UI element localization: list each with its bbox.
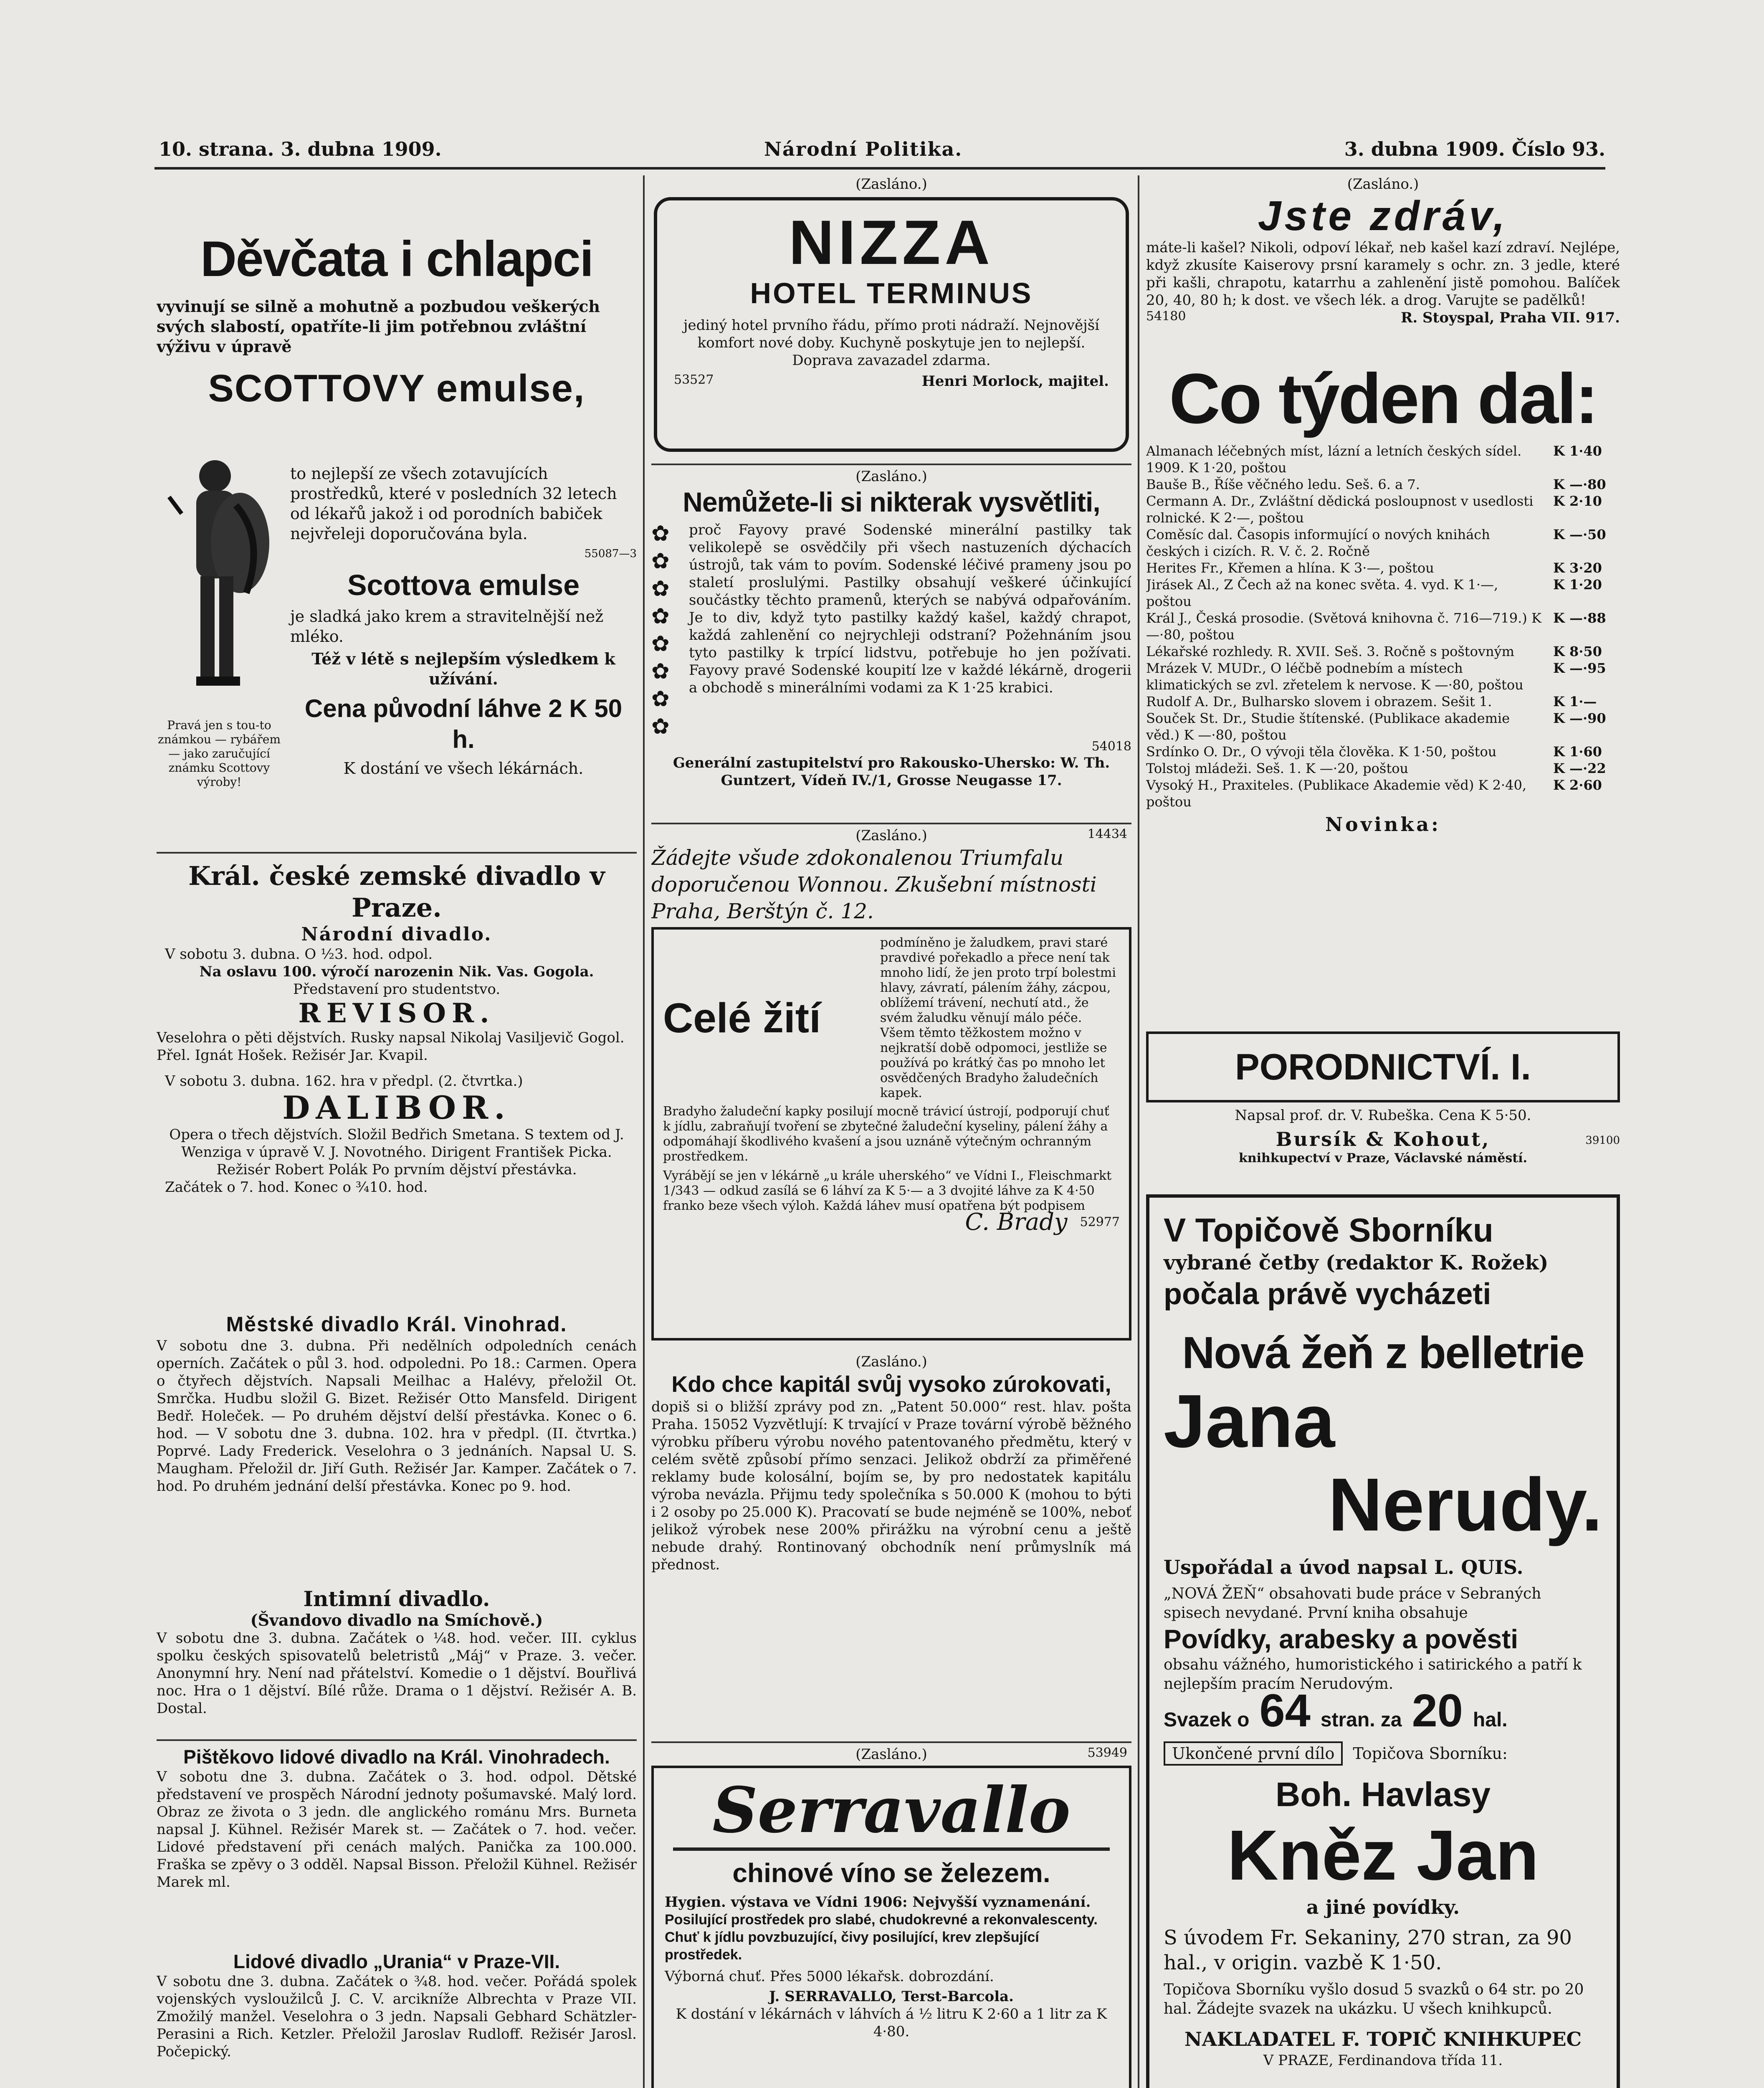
ad-text: vyvinují se silně a mohutně a pozbudou veškerých svých slabostí, opatříte-li jim potřebnou zvláštní výživu v úpravě bbox=[157, 297, 600, 356]
play-title: DALIBOR. bbox=[282, 1089, 511, 1126]
book-entry-price: K 1·— bbox=[1553, 694, 1597, 710]
ad-code: 53949 bbox=[1087, 1746, 1127, 1760]
book-entry-price: K —·50 bbox=[1553, 527, 1606, 542]
book-title: PORODNICTVÍ. I. bbox=[1235, 1046, 1531, 1087]
ad-text: proč Fayovy pravé Sodenské minerální pastilky tak velikolepě se osvědčily při všech nastuzeních dýchacích ústrojů, tak vám to povím. Sodenské léčivé prameny jsou po staletí proslulými. Pastilky obsahují veškeré účinkující součástky těchto pramenů, kterých se nabývá odpařováním. Je to div, když tyto pastilky každý kašel, každý chrapot, každá zahlenění co nejrychleji odstraní? Požehnáním jsou tyto pastilky k trpící lidstvu, potřebuje ho jen požívati. Fayovy pravé Sodenské koupití lze v každé lékárně, drogerii a obchodě s minerálními vodami za K 1·25 krabici. bbox=[689, 522, 1131, 696]
ad-text: Výborná chuť. Přes 5000 lékařsk. dobrozdání. bbox=[665, 1968, 994, 1985]
book-entry-price: K —·95 bbox=[1553, 660, 1606, 676]
ad-caption: Pravá jen s tou-to známkou — rybářem — jako zaručující známku Scottovy výroby! bbox=[157, 718, 281, 789]
ad-text: knihkupectví v Praze, Václavské náměstí. bbox=[1239, 1151, 1527, 1166]
separator bbox=[651, 823, 1131, 824]
ad-seller: Bursík & Kohout, bbox=[1276, 1128, 1491, 1150]
price-label: stran. za bbox=[1320, 1709, 1402, 1731]
ad-code: 39100 bbox=[1585, 1134, 1620, 1147]
book-list-item bbox=[1146, 693, 1620, 710]
book-entry-text: Bauše B., Říše věčného ledu. Seš. 6. a 7. bbox=[1146, 476, 1420, 492]
ad-text: K dostání v lékárnách v láhvích á ½ litru K 2·60 a 1 litr za K 4·80. bbox=[676, 2006, 1107, 2040]
book-entry-price: K —·80 bbox=[1553, 476, 1606, 492]
theatre-urania bbox=[157, 1950, 637, 2088]
ad-text: máte-li kašel? Nikoli, odpoví lékař, neb kašel kazí zdraví. Nejlépe, když zkusíte Kaiserovy prsní karamely s ochr. zn. 3 jedle, které při kašli, chrapotu, katarrhu a zahlenění jistě pomohou. Balíček 20, 40, 80 h; k dost. ve všech lék. a drog. Varujte se padělků! bbox=[1146, 239, 1620, 309]
book-list-item bbox=[1146, 476, 1620, 493]
ad-script-text: Žádejte všude zdokonalenou Triumfalu doporučenou Wonnou. Zkušební místnosti Praha, Berštýn č. 12. bbox=[651, 846, 1097, 923]
topic-line: Povídky, arabesky a pověsti bbox=[1164, 1624, 1519, 1654]
book-list-item bbox=[1146, 443, 1620, 476]
price-row bbox=[1164, 1685, 1602, 1736]
column-2 bbox=[651, 175, 1131, 2088]
flower-icon: ✿ bbox=[651, 631, 670, 656]
book-list-item bbox=[1146, 760, 1620, 777]
ad-title: Celé žití bbox=[663, 995, 821, 1041]
book-list bbox=[1146, 443, 1620, 810]
topic-line: počala právě vycházeti bbox=[1164, 1277, 1491, 1311]
theatre-text: V sobotu dne 3. dubna. Při nedělních odpoledních cenách operních. Začátek o půl 3. hod. odpoledni. Po 18.: Carmen. Opera o čtyřech dějstvích. Napsali Meilhac a Halévy, přeložil Ot. Smrčka. Hudbu složil G. Bizet. Režisér Otto Mansfeld. Dirigent Bedř. Holeček. — Po druhém dějství delší přestávka. Konec o 6. hod. — V sobotu dne 3. dubna. 102. hra v předpl. (II. čtvrtka.) Poprvé. Lady Frederick. Veselohra o 3 jednáních. Napsal U. S. Maugham. Přeložil dr. Jiří Guth. Režisér Jar. Kamper. Začátek o 7. hod. Po druhém jednání delší přestávka. Konec po 9. hod. bbox=[157, 1338, 637, 1495]
separator bbox=[157, 852, 637, 854]
book-entry-text: Souček St. Dr., Studie štítenské. (Publikace akademie věd.) K —·80, poštou bbox=[1146, 710, 1510, 743]
hotel-subtitle: HOTEL TERMINUS bbox=[750, 277, 1033, 309]
book-entry-price: K 8·50 bbox=[1553, 644, 1602, 659]
booklist-novinka: Novinka: bbox=[1325, 813, 1441, 836]
header-left: 10. strana. 3. dubna 1909. bbox=[159, 138, 442, 160]
book-list-item bbox=[1146, 743, 1620, 760]
ad-code: 54180 bbox=[1146, 309, 1186, 324]
topic-line: Uspořádal a úvod napsal L. QUIS. bbox=[1164, 1556, 1524, 1579]
hotel-owner: Henri Morlock, majitel. bbox=[921, 373, 1109, 390]
flower-icon: ✿ bbox=[651, 687, 670, 712]
ad-title: Kdo chce kapitál svůj vysoko zúrokovati, bbox=[671, 1372, 1111, 1397]
separator bbox=[651, 1741, 1131, 1743]
header-masthead: Národní Politika. bbox=[764, 138, 963, 160]
ad-text: Napsal prof. dr. V. Rubeška. Cena K 5·50. bbox=[1235, 1107, 1531, 1124]
theatre-title: Král. české zemské divadlo v Praze. bbox=[188, 861, 605, 923]
page-count: 64 bbox=[1259, 1685, 1311, 1736]
theatre-text: V sobotu dne 3. dubna. Začátek o ¾8. hod. večer. Pořádá spolek vojenských vysloužilců J. C. V. arcikníže Albrechta v Praze VII. Zmožilý manžel. Veselohra o 3 jedn. Napsali Gebhard Schätzler-Perasini a Rich. Ketzler. Přeložil Jaroslav Rudloff. Režisér Jarosl. Počepický. bbox=[157, 1973, 637, 2060]
ad-price: Cena původní láhve 2 K 50 h. bbox=[304, 694, 623, 753]
ad-porodnictvi bbox=[1146, 1031, 1620, 1190]
book-list-item bbox=[1146, 610, 1620, 643]
logo-underline bbox=[673, 1847, 1110, 1851]
topic-line: a jiné povídky. bbox=[1306, 1896, 1460, 1918]
book-entry-price: K —·22 bbox=[1553, 760, 1606, 776]
theatre-subtitle: (Švandovo divadlo na Smíchově.) bbox=[250, 1611, 543, 1629]
play-title: REVISOR. bbox=[298, 998, 495, 1029]
finished-label: Topičova Sborníku: bbox=[1353, 1744, 1508, 1763]
ad-text: J. SERRAVALLO, Terst-Barcola. bbox=[769, 1988, 1014, 2005]
theatre-text: V sobotu 3. dubna. O ½3. hod. odpol. bbox=[165, 946, 433, 963]
ad-brady-box bbox=[651, 927, 1131, 1340]
book-entry-text: Tolstoj mládeži. Seš. 1. K —·20, poštou bbox=[1146, 760, 1409, 776]
book-entry-text: Vysoký H., Praxiteles. (Publikace Akademie věd) K 2·40, poštou bbox=[1146, 777, 1526, 810]
ad-text: Posilující prostředek pro slabé, chudokrevné a rekonvalescenty. Chuť k jídlu povzbuzující, čivy posilující, krev zlepšující prostředek. bbox=[665, 1912, 1098, 1963]
topic-line: „NOVÁ ŽEŇ“ obsahovati bude práce v Sebraných spisech nevydané. První kniha obsahuje bbox=[1164, 1585, 1541, 1622]
ad-text: Bradyho žaludeční kapky posilují mocně trávicí ústrojí, podporují chuť k jídlu, zabraňují tvoření se zbytečné žaludeční kyseliny, pálení žáhy a odpomáhají škodlivého kvašení a jsou uznáně výtečným ochranným prostředkem. bbox=[663, 1104, 1109, 1164]
author-first-name: Jana bbox=[1164, 1379, 1335, 1463]
ad-subtitle: Scottova emulse bbox=[347, 569, 580, 601]
book-entry-text: Srdínko O. Dr., O vývoji těla člověka. K 1·50, poštou bbox=[1146, 744, 1497, 760]
publisher: NAKLADATEL F. TOPIČ KNIHKUPEC bbox=[1184, 2028, 1582, 2050]
topic-line: obsahu vážného, humoristického i satirického a patří k nejlepším pracím Nerudovým. bbox=[1164, 1656, 1582, 1693]
ad-text: K dostání ve všech lékárnách. bbox=[343, 759, 584, 778]
theatre-text: V sobotu 3. dubna. 162. hra v předpl. (2. čtvrtka.) bbox=[165, 1073, 523, 1090]
topic-line: Nová žeň z belletrie bbox=[1182, 1327, 1584, 1378]
book-list-item bbox=[1146, 526, 1620, 560]
book-entry-text: Almanach léčebných míst, lázní a letních českých sídel. 1909. K 1·20, poštou bbox=[1146, 443, 1522, 476]
theatre-text: Začátek o 7. hod. Konec o ¾10. hod. bbox=[165, 1179, 428, 1196]
ad-text: Hygien. výstava ve Vídni 1906: Nejvyšší vyznamenání. bbox=[665, 1894, 1091, 1911]
ad-title: Děvčata i chlapci bbox=[200, 231, 593, 287]
ad-kaiser bbox=[1146, 175, 1620, 359]
ad-triumfala bbox=[651, 827, 1131, 923]
zaslano-label: (Zasláno.) bbox=[1347, 176, 1419, 193]
flower-icon: ✿ bbox=[651, 714, 670, 739]
page-header bbox=[159, 138, 1605, 163]
book-entry-price: K —·88 bbox=[1553, 610, 1606, 626]
book-list-item bbox=[1146, 560, 1620, 576]
book-entry-text: Cermann A. Dr., Zvláštní dědická posloupnost v usedlosti rolnické. K 2·—, poštou bbox=[1146, 493, 1534, 526]
theatre-title: Intimní divadlo. bbox=[303, 1587, 490, 1611]
price-unit: hal. bbox=[1473, 1709, 1508, 1731]
book-entry-text: Rudolf A. Dr., Bulharsko slovem i obrazem. Sešit 1. bbox=[1146, 694, 1492, 710]
book-entry-text: Herites Fr., Křemen a hlína. K 3·—, poštou bbox=[1146, 560, 1434, 576]
ad-topic-box bbox=[1146, 1194, 1620, 2088]
theatre-national bbox=[157, 860, 637, 1303]
ad-title: Jste zdráv, bbox=[1258, 193, 1508, 239]
book-entry-price: K 2·60 bbox=[1553, 777, 1602, 793]
ad-text: jediný hotel prvního řádu, přímo proti nádraží. Nejnovější komfort nové doby. Kuchyně poskytuje jen to nejlepší. Doprava zavazadel zdarma. bbox=[683, 317, 1100, 369]
zaslano-label: (Zasláno.) bbox=[855, 176, 927, 193]
flower-icon: ✿ bbox=[651, 521, 670, 546]
ad-code: 14434 bbox=[1087, 827, 1127, 841]
author-name: Boh. Havlasy bbox=[1276, 1776, 1491, 1814]
porodnictvi-box bbox=[1146, 1031, 1620, 1102]
theatre-intimni bbox=[157, 1587, 637, 1737]
fisherman-figure bbox=[157, 455, 282, 706]
zaslano-label: (Zasláno.) bbox=[855, 1746, 927, 1763]
ad-text: Vyrábějí se jen v lékárně „u krále uherského“ ve Vídni I., Fleischmarkt 1/343 — odkud zasílá se 6 láhví za K 5·— a 3 dvojité láhve za K 4·50 franko beze všech výloh. Každá láhev musí opatřena být podpisem bbox=[663, 1168, 1112, 1213]
theatre-text: V sobotu dne 3. dubna. Začátek o 3. hod. odpol. Dětské představení ve prospěch Národní jednoty pošumavské. Malý lord. Obraz ze života o 3 jedn. dle anglického románu Mrs. Burneta napsal J. Kühnel. Režisér Marek st. — Začátek o 7. hod. večer. Lidové představení při cenách malých. Panička za 100.000. Fraška se zpěvy o 3 odděl. Napsal Bisson. Přeložil Kühnel. Režisér Marek ml. bbox=[157, 1769, 637, 1890]
ad-brady bbox=[651, 927, 1131, 1345]
column-rule bbox=[643, 175, 645, 2088]
ad-code: 54018 bbox=[1091, 739, 1131, 754]
zaslano-label: (Zasláno.) bbox=[855, 1353, 927, 1370]
book-entry-text: Jirásek Al., Z Čech až na konec světa. 4. vyd. K 1·—, poštou bbox=[1146, 577, 1498, 609]
serravallo-logo: Serravallo bbox=[712, 1774, 1071, 1847]
topic-line: S úvodem Fr. Sekaniny, 270 stran, za 90 hal., v origin. vazbě K 1·50. bbox=[1164, 1926, 1572, 1974]
theatre-text: Veselohra o pěti dějstvích. Rusky napsal Nikolaj Vasiljevič Gogol. Přel. Ignát Hošek. Režisér Jar. Kvapil. bbox=[157, 1029, 625, 1064]
ad-agent: Generální zastupitelství pro Rakousko-Uhersko: W. Th. Guntzert, Vídeň IV./1, Grosse Neugasse 17. bbox=[673, 755, 1110, 789]
ad-title: Nemůžete-li si nikterak vysvětliti, bbox=[683, 487, 1100, 517]
price-label: Svazek o bbox=[1164, 1709, 1250, 1731]
price-value: 20 bbox=[1412, 1685, 1463, 1736]
ad-code: 55087—3 bbox=[584, 547, 637, 560]
topic-line: vybrané četby (redaktor K. Rožek) bbox=[1164, 1251, 1549, 1275]
book-entry-price: K 1·20 bbox=[1553, 577, 1602, 593]
ad-nizza bbox=[651, 175, 1131, 455]
zaslano-label: (Zasláno.) bbox=[855, 468, 927, 485]
ad-signature: C. Brady bbox=[965, 1209, 1068, 1236]
ad-text: Též v létě s nejlepším výsledkem k užívání. bbox=[311, 649, 615, 688]
ad-body bbox=[290, 464, 637, 778]
ad-subtitle: chinové víno se železem. bbox=[732, 1858, 1050, 1888]
book-list-item bbox=[1146, 710, 1620, 743]
flower-icon: ✿ bbox=[651, 576, 670, 601]
ad-serravallo-box bbox=[651, 1766, 1131, 2088]
topic-line: Topičova Sborníku vyšlo dosud 5 svazků o 64 str. po 20 hal. Žádejte svazek na ukázku. U všech knihkupců. bbox=[1164, 1981, 1584, 2017]
flower-icon: ✿ bbox=[651, 604, 670, 629]
book-entry-price: K 3·20 bbox=[1553, 560, 1602, 576]
theatre-title: Pištěkovo lidové divadlo na Král. Vinohradech. bbox=[183, 1746, 610, 1768]
book-entry-text: Mrázek V. MUDr., O léčbě podnebím a místech klimatických se zvl. zřetelem k nervose. K —·80, poštou bbox=[1146, 660, 1524, 693]
ad-code: 53527 bbox=[674, 372, 714, 387]
theatre-text: Na oslavu 100. výročí narozenin Nik. Vas. Gogola. bbox=[199, 963, 594, 980]
book-entry-price: K 2·10 bbox=[1553, 493, 1602, 509]
ad-text: je sladká jako krem a stravitelnější než mléko. bbox=[290, 607, 604, 646]
book-entry-text: Král J., Česká prosodie. (Světová knihovna č. 716—719.) K —·80, poštou bbox=[1146, 610, 1541, 643]
separator bbox=[651, 464, 1131, 465]
book-list-item bbox=[1146, 493, 1620, 526]
theatre-title: Lidové divadlo „Urania“ v Praze-VII. bbox=[233, 1951, 560, 1972]
header-right: 3. dubna 1909. Číslo 93. bbox=[1344, 138, 1605, 160]
column-1 bbox=[157, 175, 637, 2088]
ad-topic bbox=[1146, 1194, 1620, 2088]
theatre-text: V sobotu dne 3. dubna. Začátek o ¼8. hod. večer. III. cyklus spolku českých spisovatelů beletristů „Máj“ v Praze. 3. večer. Anonymní hry. Není nad přátelství. Komedie o 1 dějství. Bouřlivá noc. Hra o 1 dějství. Bílé růže. Drama o 1 dějství. Režisér A. B. Dostal. bbox=[157, 1630, 637, 1717]
column-rule bbox=[1138, 175, 1139, 2088]
theatre-text: Opera o třech dějstvích. Složil Bedřich Smetana. S textem od J. Wenziga v úpravě V. J. Novotného. Dirigent František Picka. Režisér Robert Polák Po prvním dějství přestávka. bbox=[169, 1126, 624, 1178]
ad-code: 52977 bbox=[1080, 1215, 1120, 1229]
ad-scott-emulsion bbox=[157, 230, 637, 864]
topic-line: V Topičově Sborníku bbox=[1164, 1211, 1493, 1249]
column-3 bbox=[1146, 175, 1620, 2088]
finished-label: Ukončené první dílo bbox=[1164, 1741, 1343, 1766]
publisher-address: V PRAZE, Ferdinandova třída 11. bbox=[1263, 2052, 1503, 2069]
ad-nizza-box bbox=[654, 197, 1129, 452]
flower-icon: ✿ bbox=[651, 659, 670, 684]
ad-brand: SCOTTOVY emulse, bbox=[208, 367, 585, 410]
header-rule bbox=[154, 167, 1605, 170]
ad-serravallo bbox=[651, 1746, 1131, 2088]
book-list-item bbox=[1146, 576, 1620, 610]
book-title: Kněz Jan bbox=[1227, 1816, 1539, 1895]
fay-emblem-column bbox=[651, 521, 689, 739]
author-last-name: Nerudy. bbox=[1328, 1463, 1602, 1547]
theatre-vinohrady bbox=[157, 1311, 637, 1579]
booklist-title: Co týden dal: bbox=[1169, 359, 1597, 438]
book-list-item bbox=[1146, 660, 1620, 693]
theatre-subtitle: Národní divadlo. bbox=[301, 924, 492, 945]
ad-seller: R. Stoyspal, Praha VII. 917. bbox=[1401, 309, 1620, 326]
zaslano-label: (Zasláno.) bbox=[855, 827, 927, 844]
book-list-item bbox=[1146, 777, 1620, 810]
book-entry-price: K 1·40 bbox=[1553, 443, 1602, 459]
flower-icon: ✿ bbox=[651, 549, 670, 574]
theatre-text: Představení pro studentstvo. bbox=[293, 981, 501, 998]
ad-kapital bbox=[651, 1353, 1131, 1737]
book-entry-text: Lékařské rozhledy. R. XVII. Seš. 3. Ročně s poštovným bbox=[1146, 644, 1515, 659]
theatre-pistek bbox=[157, 1746, 637, 1946]
ad-text: podmíněno je žaludkem, pravi staré pravdivé pořekadlo a přece není tak mnoho lidí, že jen proto trpí bolestmi hlavy, závratí, pálením žáhy, zácpou, oblížemí trávení, nechutí atd., že svém žaludku věnují málo péče. Všem těmto těžkostem možno v nejkratší době odpomoci, jestliže se používá po krátký čas po mnoho let osvědčených Bradyho žaludečních kapek. bbox=[880, 935, 1116, 1100]
hotel-name: NIZZA bbox=[789, 207, 994, 277]
finished-row bbox=[1164, 1741, 1602, 1766]
book-entry-price: K —·90 bbox=[1553, 710, 1606, 726]
fisherman-illustration-icon bbox=[157, 455, 282, 706]
book-list-item bbox=[1146, 643, 1620, 660]
theatre-title: Městské divadlo Král. Vinohrad. bbox=[226, 1313, 567, 1336]
ad-text: dopiš si o bližší zprávy pod zn. „Patent 50.000“ rest. hlav. pošta Praha. 15052 Vyzvětlují: K trvající v Praze tovární výrobě běžného výrobku příberu výrobu nového patentovaného předmětu, který v celém světě způsobí přímo senzaci. Jelikož obdrží za přiměřené reklamy bude kolosální, bojím se, by pro nedostatek kapitálu výroba nevázla. Přijmu tedy společníka s 50.000 K (mohou to býti i 2 osoby po 25.000 K). Pracovatí se bude nejméně se 100%, neboť jelikož výrobek nese 200% přirážku na výrobní cenu a ještě nebude drahý. Rontinovaný obchodník není průmyslník má přednost. bbox=[651, 1399, 1131, 1573]
ad-fay bbox=[651, 468, 1131, 818]
separator bbox=[157, 1739, 637, 1741]
ad-text: to nejlepší ze všech zotavujících prostředků, které v posledních 32 letech od lékařů jakož i od porodních babiček nejvřeleji doporučována byla. bbox=[290, 464, 617, 543]
book-entry-price: K 1·60 bbox=[1553, 744, 1602, 760]
book-entry-text: Coměsíc dal. Časopis informující o nových knihách českých i cizích. R. V. č. 2. Ročně bbox=[1146, 527, 1490, 559]
